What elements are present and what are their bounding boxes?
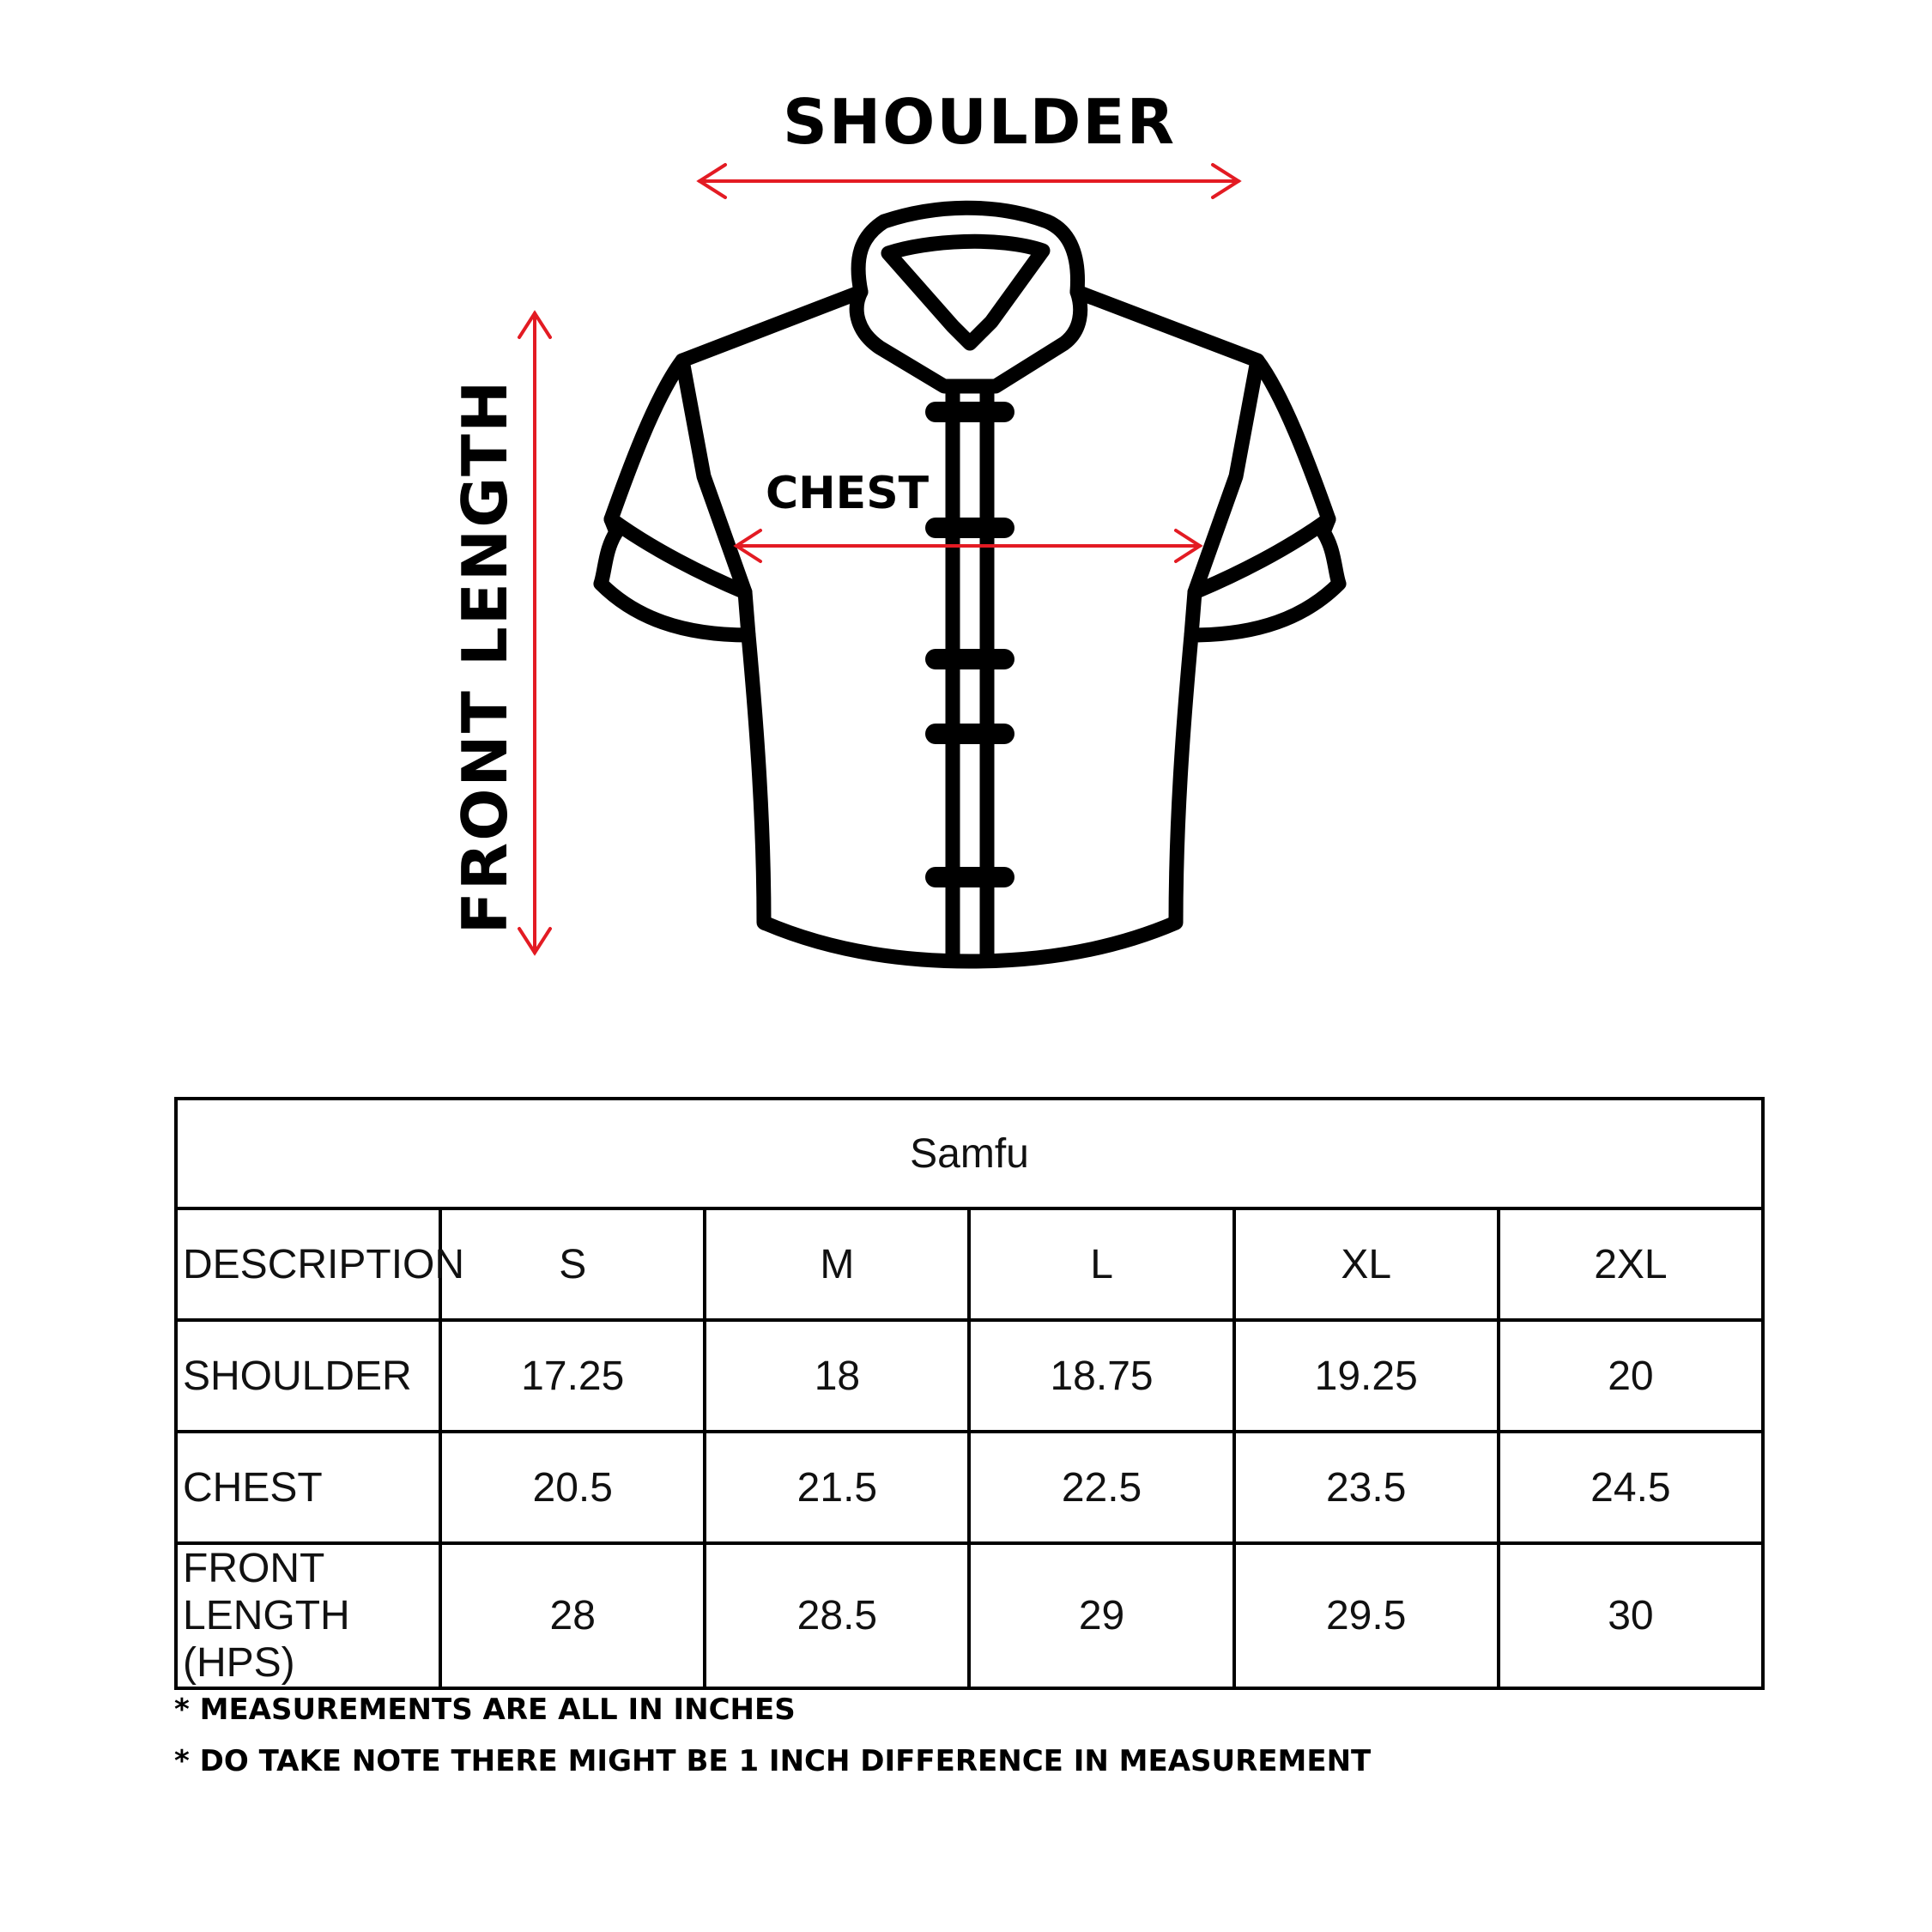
row-label-chest: CHEST [176, 1432, 440, 1543]
table-cell: 29.5 [1234, 1543, 1499, 1688]
frog-button [925, 518, 1014, 538]
table-cell: 17.25 [440, 1320, 705, 1432]
notes [174, 1684, 1371, 1787]
front-length-label: FRONT LENGTH [449, 379, 521, 935]
frog-button [925, 724, 1014, 744]
chest-label: CHEST [766, 468, 930, 519]
table-cell: 19.25 [1234, 1320, 1499, 1432]
measurement-arrows [519, 165, 1239, 953]
shoulder-label: SHOULDER [783, 86, 1177, 158]
table-cell: 20.5 [440, 1432, 705, 1543]
header-size-l: L [969, 1208, 1233, 1320]
header-size-xl: XL [1234, 1208, 1499, 1320]
frog-button [925, 402, 1014, 422]
header-size-m: M [705, 1208, 969, 1320]
row-label-shoulder: SHOULDER [176, 1320, 440, 1432]
size-chart-table [174, 1097, 1765, 1690]
table-header-row [176, 1208, 1763, 1320]
left-armhole [682, 360, 748, 635]
table-row [176, 1320, 1763, 1432]
table-cell: 22.5 [969, 1432, 1233, 1543]
front-length-arrow [519, 313, 550, 953]
table-title: Samfu [176, 1099, 1763, 1208]
table-cell: 18.75 [969, 1320, 1233, 1432]
frog-button [925, 867, 1014, 887]
header-size-2xl: 2XL [1499, 1208, 1763, 1320]
header-description: DESCRIPTION [176, 1208, 440, 1320]
frog-button [925, 649, 1014, 669]
table-cell: 28.5 [705, 1543, 969, 1688]
row-label-front-length: FRONT LENGTH (HPS) [176, 1543, 440, 1688]
table-cell: 23.5 [1234, 1432, 1499, 1543]
table-title-row [176, 1099, 1763, 1208]
table-cell: 24.5 [1499, 1432, 1763, 1543]
table-row [176, 1543, 1763, 1688]
right-armhole [1191, 360, 1257, 635]
note-units: * MEASUREMENTS ARE ALL IN INCHES [174, 1693, 796, 1727]
header-size-s: S [440, 1208, 705, 1320]
shoulder-arrow [700, 165, 1239, 197]
table-cell: 21.5 [705, 1432, 969, 1543]
table-cell: 18 [705, 1320, 969, 1432]
collar-inner [888, 241, 1043, 343]
table-cell: 28 [440, 1543, 705, 1688]
table-cell: 20 [1499, 1320, 1763, 1432]
frog-buttons [925, 402, 1014, 887]
table-cell: 30 [1499, 1543, 1763, 1688]
note-tolerance: * DO TAKE NOTE THERE MIGHT BE 1 INCH DIFFERENCE IN MEASUREMENT [174, 1744, 1372, 1778]
table-row [176, 1432, 1763, 1543]
shirt-outline [601, 208, 1339, 961]
table-cell: 29 [969, 1543, 1233, 1688]
